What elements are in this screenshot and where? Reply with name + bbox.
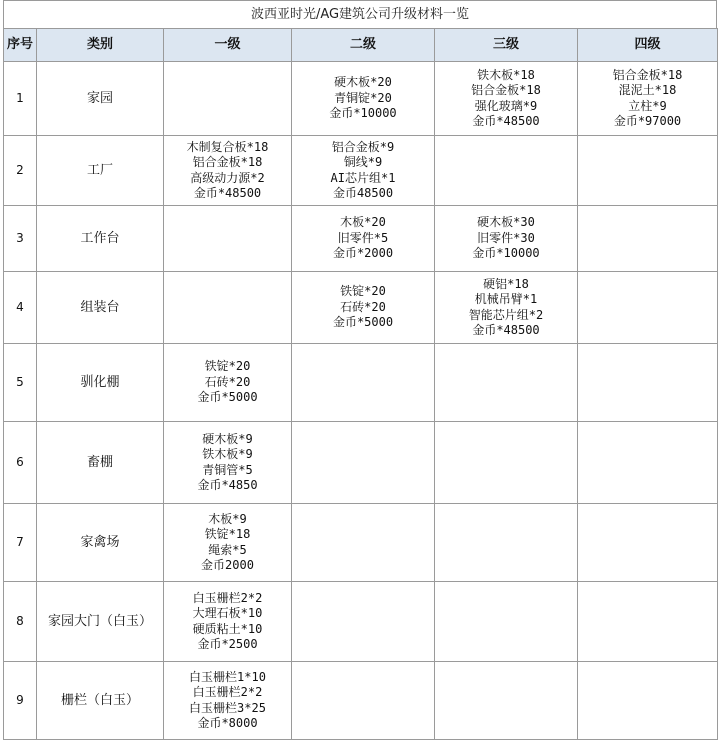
level-1-cell [164,62,292,136]
material-item: 硬木板*20 [334,75,392,90]
header-level-3: 三级 [435,29,578,62]
material-item: 金币*10000 [472,246,540,261]
row-index: 1 [4,62,37,136]
material-item: 金币*4850 [197,478,258,492]
material-item: 白玉栅栏2*2 [192,590,263,605]
row-category: 组装台 [37,272,164,344]
row-index: 9 [4,662,37,740]
row-category: 家园大门（白玉） [37,582,164,662]
material-item: 金币*48500 [472,114,540,128]
row-category: 畜棚 [37,422,164,504]
material-item: 铁木板*9 [202,447,253,461]
material-item: 青铜锭*20 [334,90,392,105]
table-row [4,504,718,582]
material-item: 木板*20 [340,215,386,230]
upgrade-materials-sheet [3,0,717,740]
material-item: 铁锭*20 [340,284,386,299]
table-row [4,272,718,344]
material-item: 铁木板*18 [477,67,535,82]
row-category: 家园 [37,62,164,136]
material-item: 硬铝*18 [483,276,529,291]
level-4-cell [578,582,718,662]
row-category: 栅栏（白玉） [37,662,164,740]
table-row [4,662,718,740]
material-item: 铁锭*18 [204,527,251,541]
table-body [4,62,718,740]
material-item: 铜线*9 [343,155,383,169]
level-2-cell [292,504,435,582]
level-3-cell [435,206,578,272]
row-category: 工厂 [37,136,164,206]
level-4-cell [578,62,718,136]
row-index: 7 [4,504,37,582]
material-item: 石砖*20 [340,299,386,314]
row-category: 家禽场 [37,504,164,582]
material-item: 白玉栅栏1*10 [189,669,266,684]
header-level-1: 一级 [164,29,292,62]
material-item: 金币*5000 [332,315,394,330]
level-2-cell [292,206,435,272]
material-item: 白玉栅栏2*2 [192,685,263,699]
header-category: 类别 [37,29,164,62]
material-item: 高级动力源*2 [190,170,265,185]
material-item: 强化玻璃*9 [474,98,538,113]
level-4-cell [578,136,718,206]
material-item: AI芯片组*1 [330,170,396,185]
material-item: 金币*2500 [197,637,258,651]
row-index: 6 [4,422,37,504]
table-row [4,62,718,136]
header-level-4: 四级 [578,29,718,62]
level-4-cell [578,504,718,582]
sheet-title: 波西亚时光/AG建筑公司升级材料一览 [3,0,717,28]
header-index: 序号 [4,29,37,62]
level-3-cell [435,136,578,206]
level-1-cell [164,136,292,206]
level-4-cell [578,206,718,272]
material-item: 铝合金板*18 [612,67,683,82]
level-1-cell [164,582,292,662]
material-item: 金币*48500 [193,186,262,200]
header-level-2: 二级 [292,29,435,62]
material-item: 木板*9 [208,511,247,526]
header-row [4,29,718,62]
material-item: 金币*10000 [329,106,397,121]
material-item: 青铜管*5 [202,462,253,477]
material-item: 金币2000 [201,558,254,572]
table-row [4,422,718,504]
material-item: 金币*5000 [197,390,258,405]
material-item: 铁锭*20 [204,359,251,374]
material-item: 旧零件*30 [477,230,535,245]
material-item: 金币*8000 [197,716,258,730]
row-category: 驯化棚 [37,344,164,422]
level-2-cell [292,62,435,136]
material-item: 机械吊臂*1 [474,292,538,306]
level-2-cell [292,344,435,422]
row-index: 8 [4,582,37,662]
material-item: 金币48500 [332,186,394,200]
table-row [4,582,718,662]
level-3-cell [435,272,578,344]
table-row [4,344,718,422]
level-3-cell [435,662,578,740]
level-2-cell [292,582,435,662]
level-3-cell [435,62,578,136]
level-2-cell [292,272,435,344]
material-item: 大理石板*10 [192,606,263,620]
material-item: 混泥土*18 [618,83,677,97]
material-item: 木制复合板*18 [186,139,269,154]
table-row [4,206,718,272]
material-item: 铝合金板*18 [471,83,541,97]
materials-table [3,28,718,740]
level-4-cell [578,422,718,504]
level-2-cell [292,136,435,206]
level-3-cell [435,504,578,582]
row-index: 2 [4,136,37,206]
level-4-cell [578,662,718,740]
material-item: 硬木板*30 [477,215,535,230]
material-item: 金币*48500 [472,323,540,337]
material-item: 石砖*20 [204,374,251,389]
material-item: 铝合金板*18 [192,155,263,169]
material-item: 旧零件*5 [337,230,389,245]
level-1-cell [164,504,292,582]
material-item: 金币*97000 [613,114,682,128]
level-3-cell [435,582,578,662]
level-2-cell [292,662,435,740]
material-item: 铝合金板*9 [331,139,395,154]
level-1-cell [164,344,292,422]
row-index: 3 [4,206,37,272]
material-item: 硬质粘土*10 [192,621,263,636]
level-2-cell [292,422,435,504]
material-item: 立柱*9 [628,98,667,113]
level-4-cell [578,344,718,422]
material-item: 绳索*5 [208,542,247,557]
material-item: 白玉栅栏3*25 [189,700,266,715]
row-category: 工作台 [37,206,164,272]
level-3-cell [435,344,578,422]
row-index: 5 [4,344,37,422]
level-1-cell [164,206,292,272]
table-row [4,136,718,206]
level-1-cell [164,662,292,740]
level-4-cell [578,272,718,344]
material-item: 金币*2000 [332,246,394,261]
level-1-cell [164,422,292,504]
row-index: 4 [4,272,37,344]
material-item: 智能芯片组*2 [468,307,544,322]
level-3-cell [435,422,578,504]
material-item: 硬木板*9 [202,431,253,446]
level-1-cell [164,272,292,344]
